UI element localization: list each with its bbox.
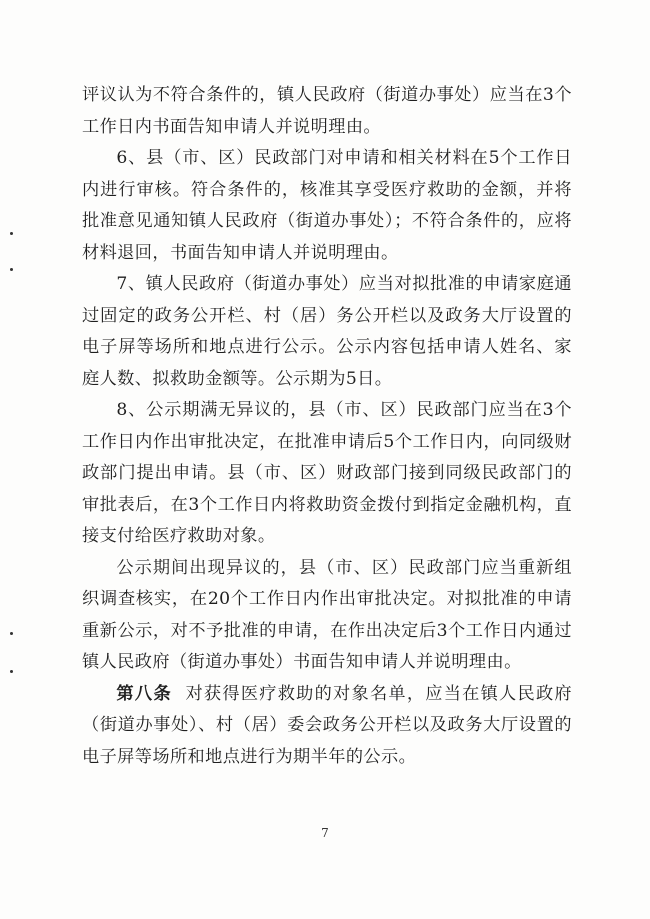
binder-hole-mark <box>10 268 13 271</box>
article-8 <box>82 679 572 774</box>
paragraph-item-8: 8、公示期满无异议的，县（市、区）民政部门应当在3个工作日内作出审批决定，在批准申请后5个工作日内，向同级财政部门提出申请。县（市、区）财政部门接到同级民政部门的审批表后，在3个工作日内将救助资金拨付到指定金融机构，直接支付给医疗救助对象。 <box>82 400 572 546</box>
paragraph-item-6: 6、县（市、区）民政部门对申请和相关材料在5个工作日内进行审核。符合条件的，核准其享受医疗救助的金额，并将批准意见通知镇人民政府（街道办事处）；不符合条件的，应将材料退回，书面告知申请人并说明理由。 <box>82 148 572 263</box>
body-text <box>82 80 572 773</box>
binder-hole-mark <box>10 632 13 635</box>
article-8-label: 第八条 <box>116 683 173 704</box>
binder-hole-mark <box>10 232 13 235</box>
paragraph-continuation: 评议认为不符合条件的，镇人民政府（街道办事处）应当在3个工作日内书面告知申请人并说明理由。 <box>82 85 572 137</box>
page-number: 7 <box>321 826 329 840</box>
paragraph-item-7: 7、镇人民政府（街道办事处）应当对拟批准的申请家庭通过固定的政务公开栏、村（居）务公开栏以及政务大厅设置的电子屏等场所和地点进行公示。公示内容包括申请人姓名、家庭人数、拟救助金额等。公示期为5日。 <box>82 274 572 389</box>
article-8-text: 对获得医疗救助的对象名单，应当在镇人民政府（街道办事处）、村（居）委会政务公开栏以及政务大厅设置的电子屏等场所和地点进行为期半年的公示。 <box>82 683 572 767</box>
binder-hole-mark <box>10 670 13 673</box>
paragraph-objection: 公示期间出现异议的，县（市、区）民政部门应当重新组织调查核实，在20个工作日内作出审批决定。对拟批准的申请重新公示，对不予批准的申请，在作出决定后3个工作日内通过镇人民政府（街道办事处）书面告知申请人并说明理由。 <box>82 557 572 672</box>
